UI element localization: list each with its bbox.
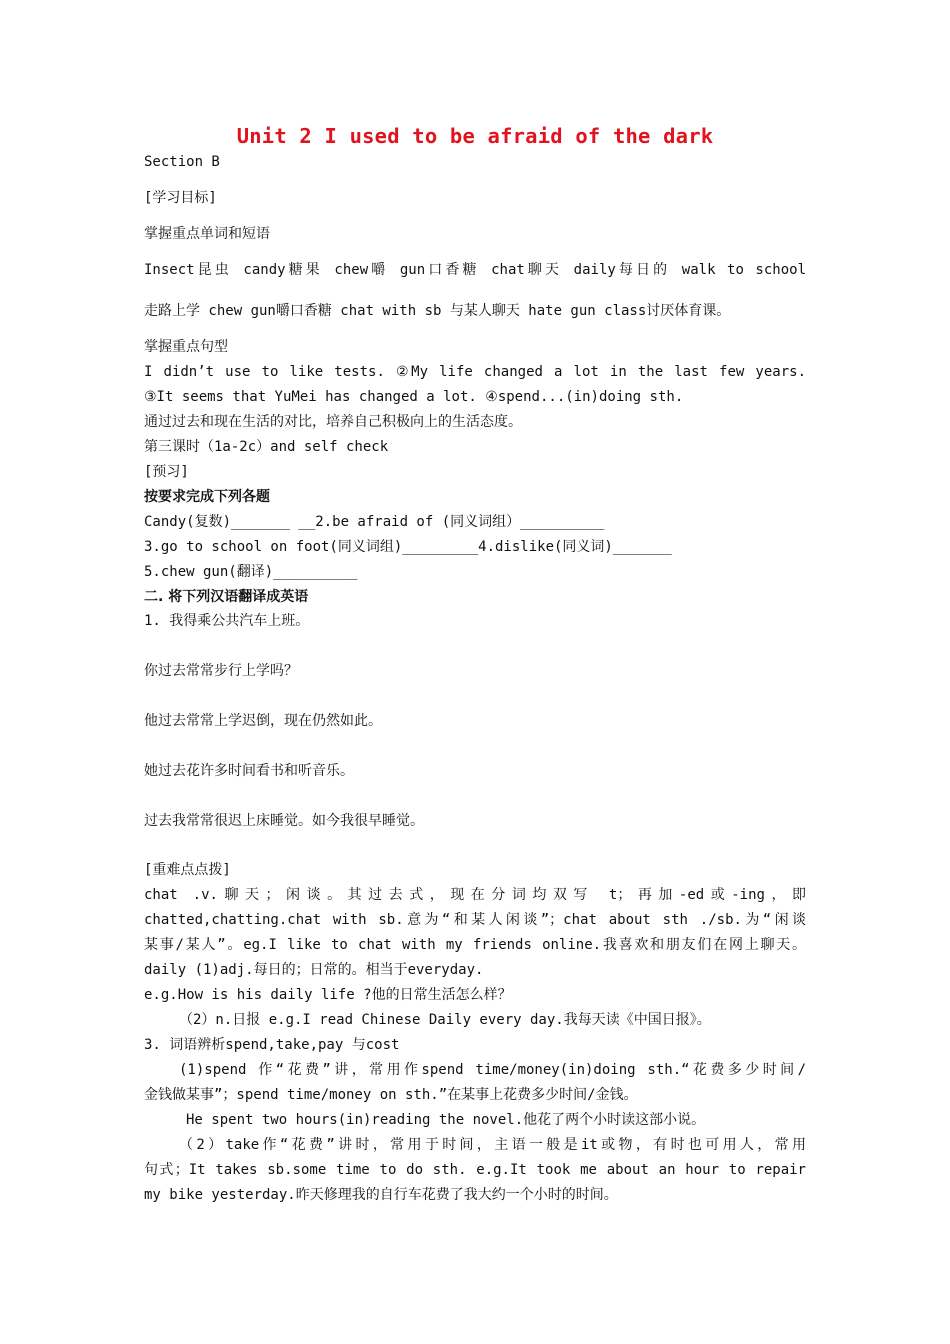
note-heading: 3. 词语辨析spend,take,pay 与cost bbox=[144, 1037, 400, 1053]
translate-item: 过去我常常很迟上床睡觉。如今我很早睡觉。 bbox=[144, 813, 424, 829]
attitude-goal: 通过过去和现在生活的对比，培养自己积极向上的生活态度。 bbox=[144, 414, 522, 430]
translate-item: 她过去花许多时间看书和听音乐。 bbox=[144, 763, 354, 779]
note-line: chatted,chatting.chat with sb.意为“和某人闲谈”；chat about sth ./sb.为“闲谈 bbox=[144, 912, 806, 928]
exercise-line: Candy(复数)_______ __2.be afraid of (同义词组）__________ bbox=[144, 514, 605, 530]
note-line: (1)spend 作“花费”讲，常用作spend time/money(in)doing sth.“花费多少时间/ bbox=[179, 1062, 806, 1078]
note-line: He spent two hours(in)reading the novel.他花了两个小时读这部小说。 bbox=[186, 1112, 706, 1128]
note-line: （2）take作“花费”讲时，常用于时间，主语一般是it或物，有时也可用人，常用 bbox=[179, 1137, 806, 1153]
task2-heading: 二. 将下列汉语翻译成英语 bbox=[144, 589, 309, 605]
vocab-line: Insect昆虫 candy糖果 chew嚼 gun口香糖 chat聊天 daily每日的 walk to school bbox=[144, 262, 806, 278]
doc-title: Unit 2 I used to be afraid of the dark bbox=[236, 124, 714, 148]
note-line: daily (1)adj.每日的；日常的。相当于everyday. bbox=[144, 962, 484, 978]
note-line: e.g.How is his daily life ?他的日常生活怎么样？ bbox=[144, 987, 512, 1003]
vocab-heading: 掌握重点单词和短语 bbox=[144, 226, 270, 242]
note-line: （2）n.日报 e.g.I read Chinese Daily every day.我每天读《中国日报》。 bbox=[179, 1012, 711, 1028]
key-points-heading: [重难点点拨] bbox=[144, 862, 231, 878]
exercise-line: 3.go to school on foot(同义词组)_________4.dislike(同义词)_______ bbox=[144, 539, 672, 555]
section-label: Section B bbox=[144, 154, 220, 170]
preview-heading: [预习] bbox=[144, 464, 189, 480]
note-line: 某事/某人”。eg.I like to chat with my friends online.我喜欢和朋友们在网上聊天。 bbox=[144, 937, 806, 953]
note-line: 金钱做某事”；spend time/money on sth.”在某事上花费多少时间/金钱。 bbox=[144, 1087, 638, 1103]
translate-item: 1. 我得乘公共汽车上班。 bbox=[144, 613, 310, 629]
sentence-line: I didn’t use to like tests. ②My life changed a lot in the last few years. bbox=[144, 364, 806, 380]
goals-heading: [学习目标] bbox=[144, 190, 217, 206]
lesson-label: 第三课时（1a-2c）and self check bbox=[144, 439, 389, 455]
task1-heading: 按要求完成下列各题 bbox=[144, 489, 270, 505]
note-line: chat .v.聊天；闲谈。其过去式，现在分词均双写 t；再加-ed或-ing，即 bbox=[144, 887, 806, 903]
vocab-line: 走路上学 chew gun嚼口香糖 chat with sb 与某人聊天 hate gun class讨厌体育课。 bbox=[144, 303, 731, 319]
note-line: my bike yesterday.昨天修理我的自行车花费了我大约一个小时的时间。 bbox=[144, 1187, 618, 1203]
translate-item: 你过去常常步行上学吗？ bbox=[144, 663, 298, 679]
sentence-line: ③It seems that YuMei has changed a lot. ④spend...(in)doing sth. bbox=[144, 389, 684, 405]
translate-item: 他过去常常上学迟倒，现在仍然如此。 bbox=[144, 713, 382, 729]
note-line: 句式；It takes sb.some time to do sth. e.g.It took me about an hour to repair bbox=[144, 1162, 806, 1178]
exercise-line: 5.chew gun(翻译)__________ bbox=[144, 564, 358, 580]
sentence-heading: 掌握重点句型 bbox=[144, 339, 228, 355]
